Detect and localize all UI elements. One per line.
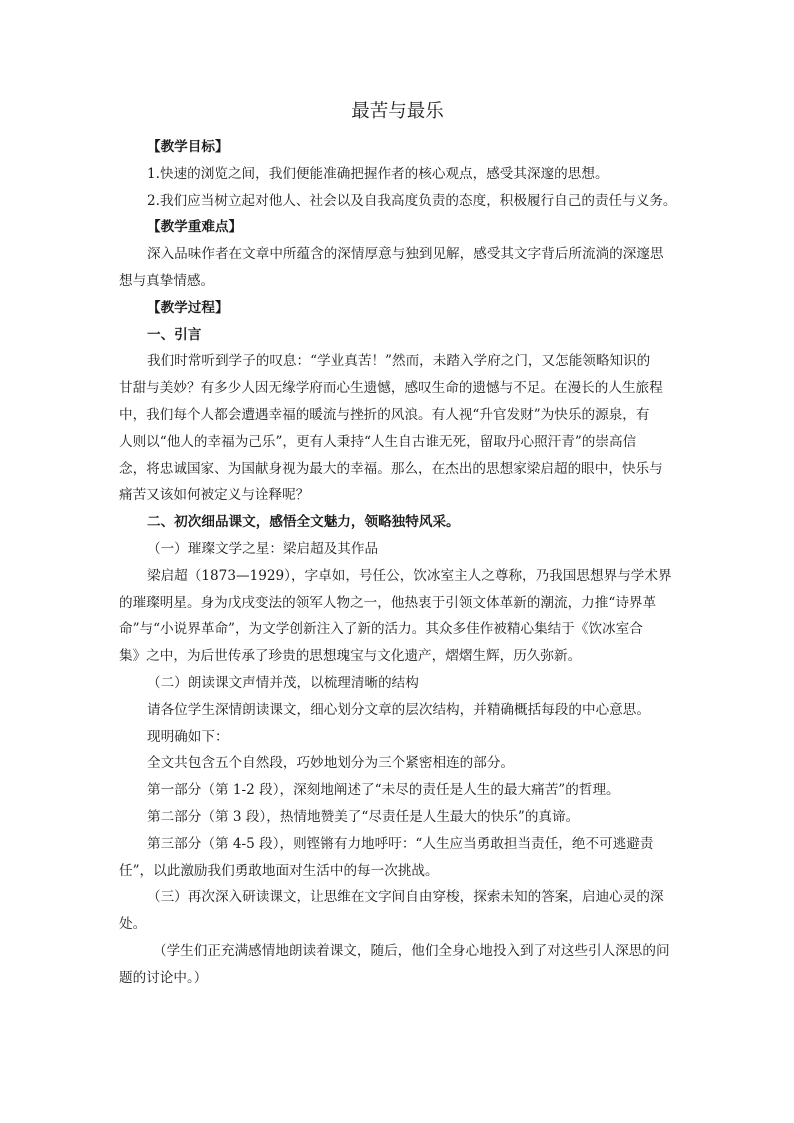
teaching-goals-heading: 【教学目标】 [147, 139, 229, 155]
structure-instruction: 请各位学生深情朗读课文，细心划分文章的层次结构，并精确概括每段的中心意思。 [147, 701, 650, 718]
structure-part-2: 第二部分（第 3 段），热情地赞美了“尽责任是人生最大的快乐”的真谛。 [147, 808, 580, 825]
author-bio-line: 梁启超（1873—1929），字卓如，号任公，饮冰室主人之尊称，乃我国思想界与学术界 [147, 567, 672, 584]
author-bio-line: 命”与“小说界革命”，为文学创新注入了新的活力。其众多佳作被精心集结于《饮冰室合 [119, 621, 643, 638]
key-points-heading: 【教学重难点】 [147, 219, 243, 236]
subsection-heading-study-cont: 处。 [119, 916, 147, 933]
structure-clarify: 现明确如下： [147, 728, 229, 745]
structure-part-1: 第一部分（第 1-2 段），深刻地阐述了“未尽的责任是人生的最大痛苦”的哲理。 [147, 782, 620, 799]
author-bio-line: 集》之中，为后世传承了珍贵的思想瑰宝与文化遗产，熠熠生辉，历久弥新。 [119, 648, 582, 665]
subsection-heading-structure: （二）朗读课文声情并茂，以梳理清晰的结构 [147, 674, 419, 691]
section-heading-intro: 一、引言 [147, 326, 202, 343]
subsection-heading-author: （一）璀璨文学之星：梁启超及其作品 [147, 540, 379, 557]
author-bio-line: 的璀璨明星。身为戊戌变法的领军人物之一，他热衷于引领文体革新的潮流，力推“诗界革 [119, 594, 657, 611]
closing-note-line: 题的讨论中。） [119, 969, 208, 986]
intro-line: 中，我们每个人都会遭遇幸福的暖流与挫折的风浪。有人视“升官发财”为快乐的源泉，有 [119, 406, 650, 423]
key-points-line: 深入品味作者在文章中所蕴含的深情厚意与独到见解，感受其文字背后所流淌的深邃思 [147, 246, 664, 263]
structure-part-3-line: 任”，以此激励我们勇敢地面对生活中的每一次挑战。 [119, 862, 439, 879]
section-heading-reading: 二、初次细品课文，感悟全文魅力，领略独特风采。 [147, 514, 460, 531]
intro-line: 人则以“他人的幸福为己乐”，更有人秉持“人生自古谁无死，留取丹心照汗青”的崇高信 [119, 433, 637, 450]
intro-line: 念，将忠诚国家、为国献身视为最大的幸福。那么，在杰出的思想家梁启超的眼中，快乐与 [119, 460, 663, 477]
structure-part-3-line: 第三部分（第 4-5 段），则铿锵有力地呼吁：“人生应当勇敢担当责任，绝不可逃避责 [147, 835, 654, 852]
intro-line: 甘甜与美妙？有多少人因无缘学府而心生遗憾，感叹生命的遗憾与不足。在漫长的人生旅程 [119, 380, 663, 397]
closing-note-line: （学生们正充满感情地朗读着课文，随后，他们全身心地投入到了对这些引人深思的问 [153, 942, 670, 959]
goal-item-1: 1.快速的浏览之间，我们便能准确把握作者的核心观点，感受其深邃的思想。 [147, 165, 609, 182]
structure-overview: 全文共包含五个自然段，巧妙地划分为三个紧密相连的部分。 [147, 755, 515, 772]
document-title: 最苦与最乐 [351, 101, 444, 122]
document-page [119, 96, 676, 992]
key-points-line: 想与真挚情感。 [119, 272, 215, 289]
intro-line: 我们时常听到学子的叹息：“学业真苦！”然而，未踏入学府之门，又怎能领略知识的 [147, 353, 651, 370]
goal-item-2: 2.我们应当树立起对他人、社会以及自我高度负责的态度，积极履行自己的责任与义务。 [147, 192, 677, 209]
process-heading: 【教学过程】 [147, 299, 229, 316]
intro-line: 痛苦又该如何被定义与诠释呢？ [119, 487, 310, 504]
subsection-heading-study: （三）再次深入研读课文，让思维在文字间自由穿梭，探索未知的答案，启迪心灵的深 [147, 889, 664, 906]
